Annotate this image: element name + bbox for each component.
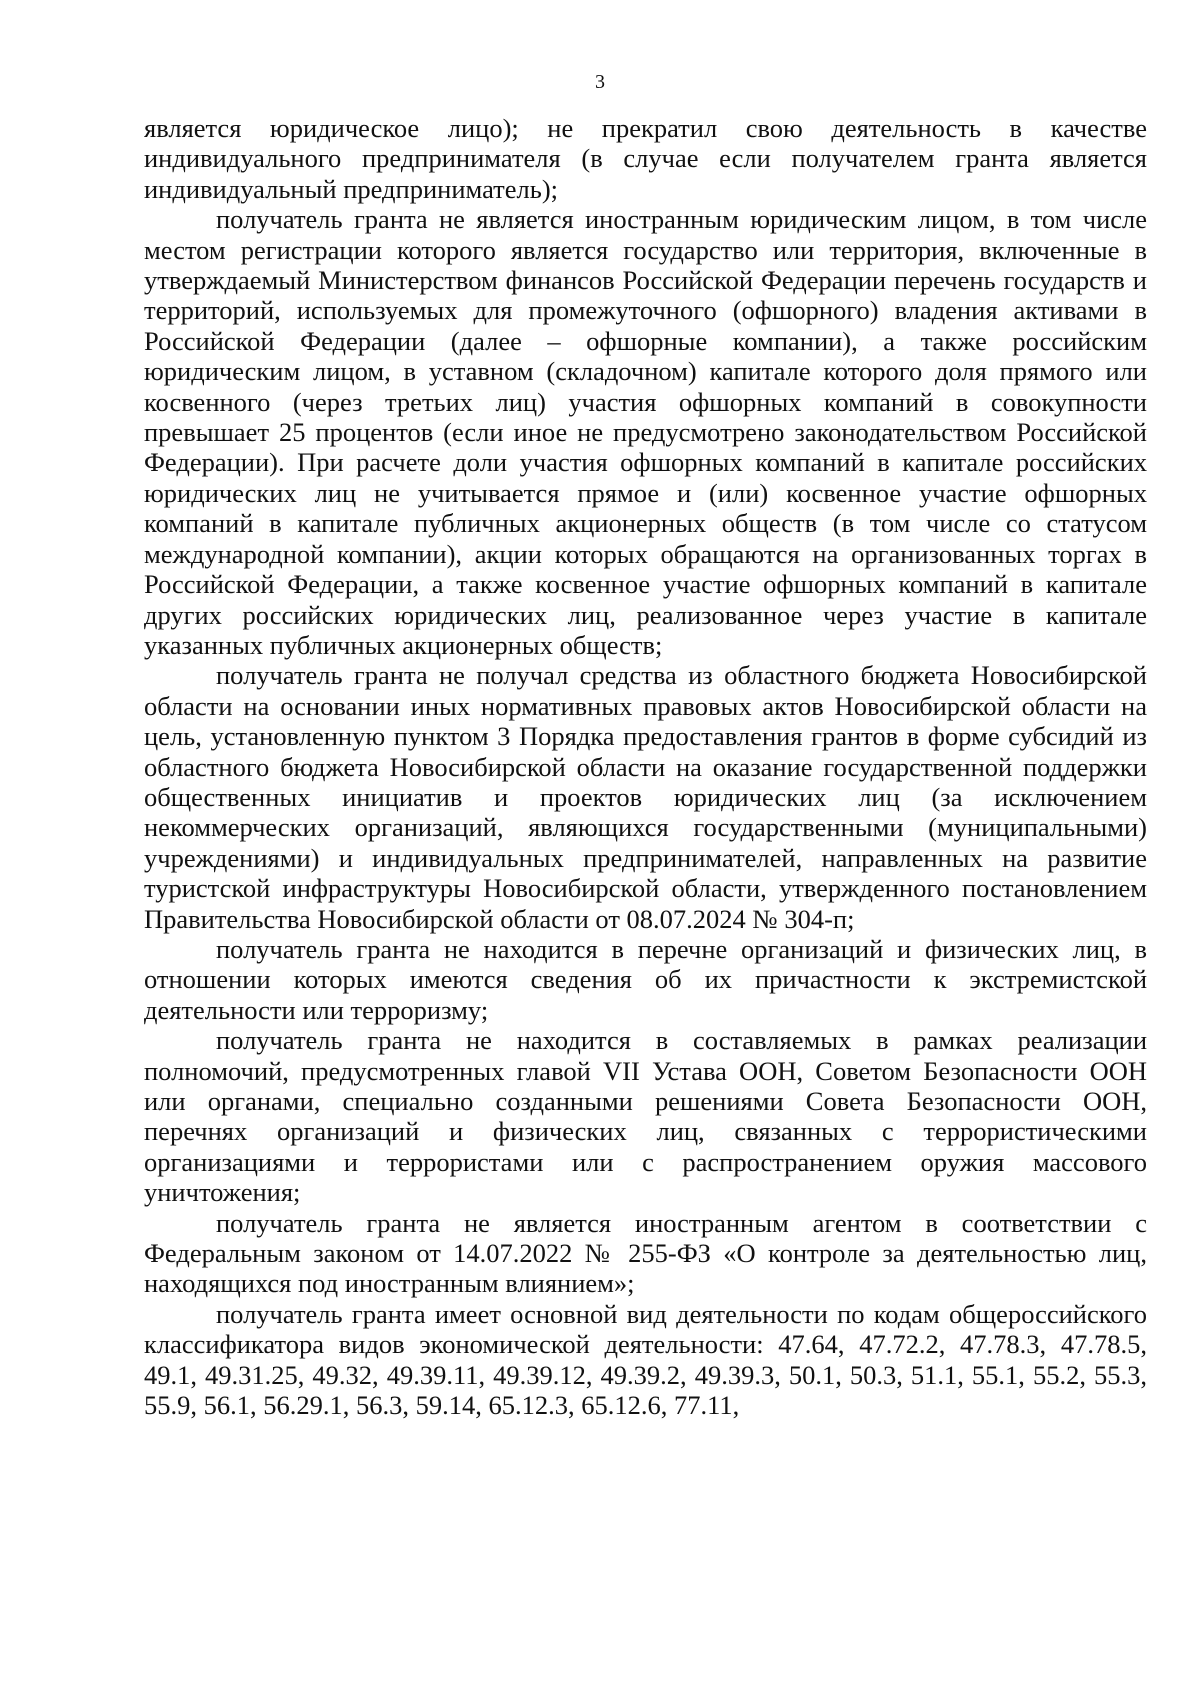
paragraph-foreign-agent-condition: получатель гранта не является иностранным агентом в соответствии с Федеральным законом от 14.07.2022 № 255-ФЗ «О контроле за деятельностью лиц, находящихся под иностранным влиянием»; xyxy=(144,1207,1147,1299)
paragraph-continuation: является юридическое лицо); не прекратил свою деятельность в качестве индивидуального предпринимателя (в случае если получателем гранта является индивидуальный предприниматель); xyxy=(144,113,1147,204)
paragraph-okved-codes-condition: получатель гранта имеет основной вид деятельности по кодам общероссийского классификатора видов экономической деятельности: 47.64, 47.72.2, 47.78.3, 47.78.5, 49.1, 49.31.25, 49.32, 49.39.11, 49.39.12, 49.39.2, 49.39.3, 50.1, 50.3, 51.1, 55.1, 55.2, 55.3, 55.9, 56.1, 56.29.1, 56.3, 59.14, 65.12.3, 65.12.6, 77.11, xyxy=(144,1298,1147,1421)
paragraph-extremism-list-condition: получатель гранта не находится в перечне организаций и физических лиц, в отношении которых имеются сведения об их причастности к экстремистской деятельности или терроризму; xyxy=(144,933,1147,1025)
page-number: 3 xyxy=(595,71,605,93)
paragraph-regional-budget-condition: получатель гранта не получал средства из областного бюджета Новосибирской области на основании иных нормативных правовых актов Новосибирской области на цель, установленную пунктом 3 Порядка предоставления грантов в форме субсидий из областного бюджета Новосибирской области на оказание государственной поддержки общественных инициатив и проектов юридических лиц (за исключением некоммерческих организаций, являющихся государственными (муниципальными) учреждениями) и индивидуальных предпринимателей, направленных на развитие туристской инфраструктуры Новосибирской области, утвержденного постановлением Правительства Новосибирской области от 08.07.2024 № 304-п; xyxy=(144,660,1147,934)
document-body xyxy=(144,113,1147,1420)
paragraph-offshore-condition: получатель гранта не является иностранным юридическим лицом, в том числе местом регистрации которого является государство или территория, включенные в утверждаемый Министерством финансов Российской Федерации перечень государств и территорий, используемых для промежуточного (офшорного) владения активами в Российской Федерации (далее – офшорные компании), а также российским юридическим лицом, в уставном (складочном) капитале которого доля прямого или косвенного (через третьих лиц) участия офшорных компаний в совокупности превышает 25 процентов (если иное не предусмотрено законодательством Российской Федерации). При расчете доли участия офшорных компаний в капитале российских юридических лиц не учитывается прямое и (или) косвенное участие офшорных компаний в капитале публичных акционерных обществ (в том числе со статусом международной компании), акции которых обращаются на организованных торгах в Российской Федерации, а также косвенное участие офшорных компаний в капитале других российских юридических лиц, реализованное через участие в капитале указанных публичных акционерных обществ; xyxy=(144,204,1147,660)
paragraph-un-sanctions-condition: получатель гранта не находится в составляемых в рамках реализации полномочий, предусмотренных главой VII Устава ООН, Советом Безопасности ООН или органами, специально созданными решениями Совета Безопасности ООН, перечнях организаций и физических лиц, связанных с террористическими организациями и террористами или с распространением оружия массового уничтожения; xyxy=(144,1025,1147,1208)
